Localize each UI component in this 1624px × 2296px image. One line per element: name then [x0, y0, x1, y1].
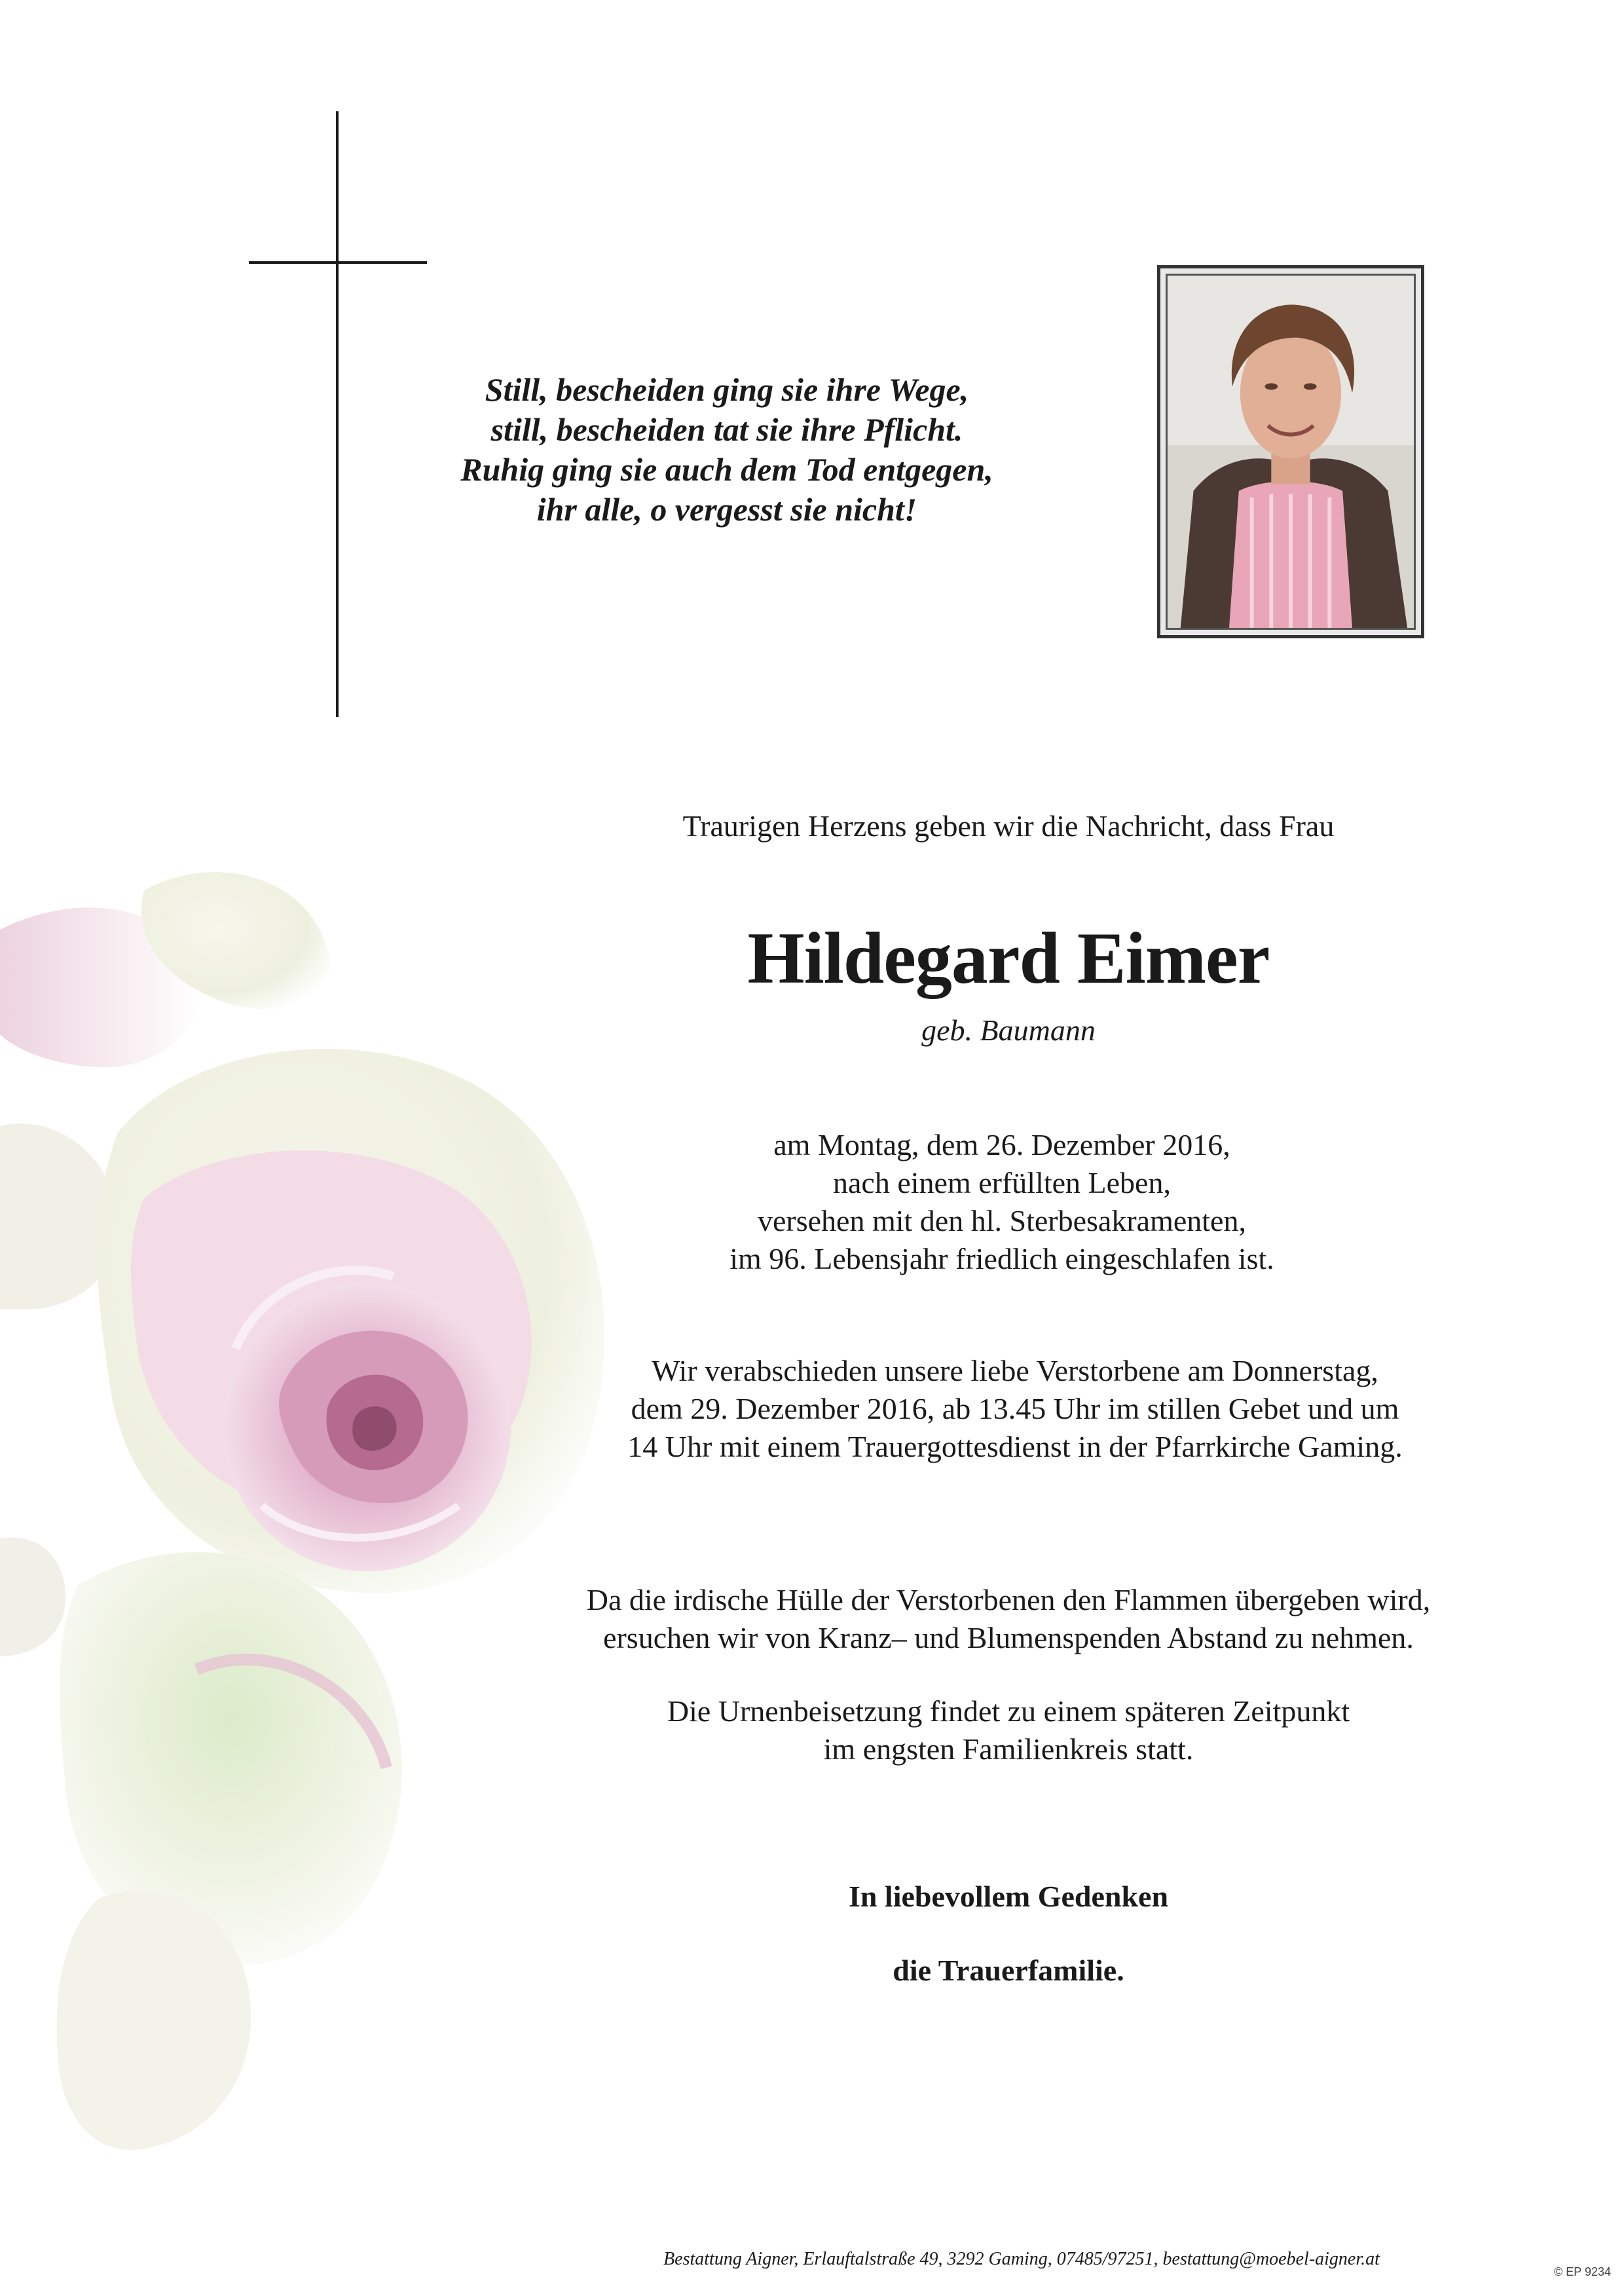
urn-line: im engsten Familienkreis statt.: [823, 1732, 1194, 1766]
death-line: nach einem erfüllten Leben,: [833, 1166, 1171, 1199]
closing-text: In liebevollem Gedenken: [848, 1880, 1169, 1913]
funeral-line: Wir verabschieden unsere liebe Verstorbene am Donnerstag,: [652, 1354, 1378, 1387]
death-line: versehen mit den hl. Sterbesakramenten,: [758, 1204, 1246, 1237]
funeral-home-footer: Bestattung Aigner, Erlauftalstraße 49, 3292 Gaming, 07485/97251, bestattung@moebel-aigner.at: [663, 2249, 1380, 2269]
poem: [458, 370, 995, 530]
rose-illustration: [0, 851, 668, 2259]
funeral-details: [524, 1352, 1506, 1466]
donation-line: Da die irdische Hülle der Verstorbenen den Flammen übergeben wird,: [586, 1583, 1431, 1616]
funeral-line: 14 Uhr mit einem Trauergottesdienst in der Pfarrkirche Gaming.: [627, 1430, 1403, 1463]
poem-line: Still, bescheiden ging sie ihre Wege,: [485, 371, 969, 408]
portrait-icon: [1168, 276, 1414, 628]
death-line: am Montag, dem 26. Dezember 2016,: [773, 1128, 1230, 1161]
maiden-name: geb. Baumann: [921, 1013, 1096, 1047]
portrait-photo: [1166, 274, 1416, 630]
funeral-line: dem 29. Dezember 2016, ab 13.45 Uhr im stillen Gebet und um: [631, 1392, 1399, 1425]
donation-notice: [511, 1581, 1506, 1657]
cross-icon-vertical: [336, 111, 339, 717]
donation-line: ersuchen wir von Kranz– und Blumenspenden Abstand zu nehmen.: [603, 1621, 1414, 1654]
death-details: [602, 1126, 1401, 1278]
poem-line: ihr alle, o vergesst sie nicht!: [536, 491, 917, 528]
document-code: © EP 9234: [1554, 2265, 1611, 2278]
cross-icon-horizontal: [249, 261, 427, 264]
portrait-photo-frame: [1157, 265, 1424, 638]
signature-text: die Trauerfamilie.: [893, 1954, 1124, 1987]
death-line: im 96. Lebensjahr friedlich eingeschlafen ist.: [729, 1242, 1274, 1275]
deceased-name: Hildegard Eimer: [747, 918, 1270, 999]
poem-line: Ruhig ging sie auch dem Tod entgegen,: [460, 451, 993, 488]
poem-line: still, bescheiden tat sie ihre Pflicht.: [490, 411, 963, 448]
urn-notice: [576, 1692, 1441, 1768]
intro-text: Traurigen Herzens geben wir die Nachricht, dass Frau: [682, 809, 1335, 843]
urn-line: Die Urnenbeisetzung findet zu einem späteren Zeitpunkt: [667, 1694, 1350, 1728]
